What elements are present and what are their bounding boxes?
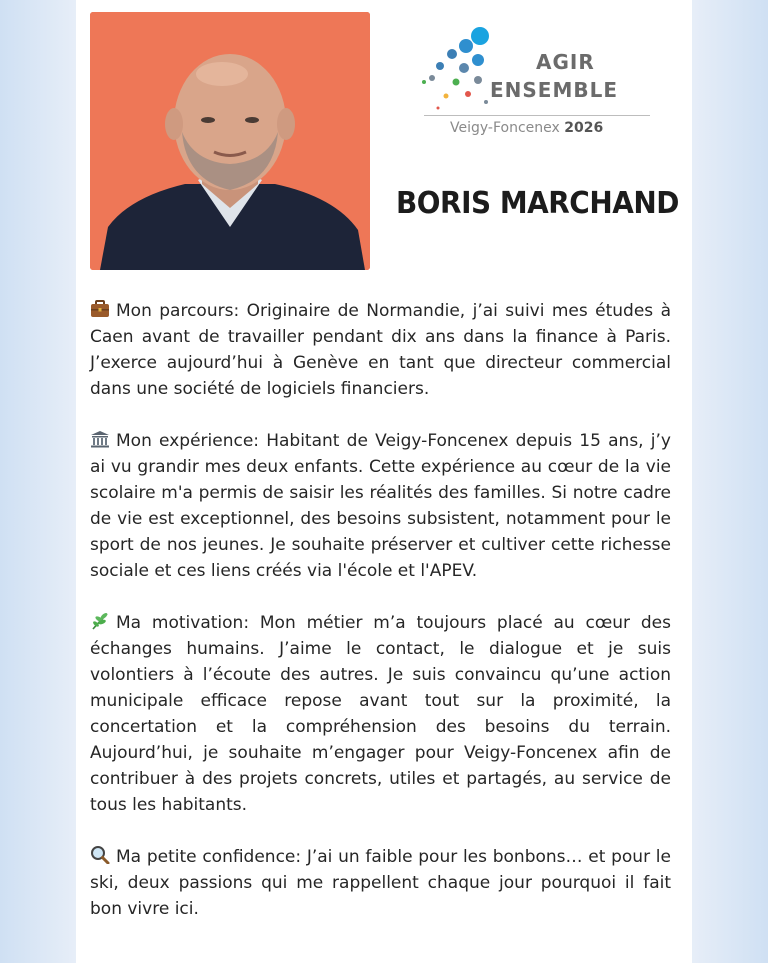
herb-icon xyxy=(90,612,110,630)
section-motivation-text: Ma motivation: Mon métier m’a toujours placé au cœur des échanges humains. J’aime le contact, le dialogue et je suis volontiers à l’écoute des autres. Je suis convaincu qu’une action municipale efficace repose avant tout sur la proximité, la concertation et la compréhension des besoins du terrain. Aujourd’hui, je souhaite m’engager pour Veigy-Foncenex afin de contribuer à des projets concrets, utiles et partagés, au service de tous les habitants. xyxy=(90,613,671,815)
section-confidence xyxy=(90,844,671,922)
candidate-name: BORIS MARCHAND xyxy=(396,186,679,221)
logo-subtitle xyxy=(450,120,603,136)
logo-year: 2026 xyxy=(564,120,604,136)
logo-place: Veigy-Foncenex xyxy=(450,120,560,136)
campaign-logo xyxy=(416,22,656,144)
logo-word-ensemble: ENSEMBLE xyxy=(490,78,619,102)
section-confidence-text: Ma petite confidence: J’ai un faible pour les bonbons… et pour le ski, deux passions qui me rappellent chaque jour pourquoi il fait bon vivre ici. xyxy=(90,847,671,919)
section-motivation xyxy=(90,610,671,818)
magnifying-glass-icon xyxy=(90,846,110,864)
section-parcours-text: Mon parcours: Originaire de Normandie, j’ai suivi mes études à Caen avant de travailler pendant dix ans dans la finance à Paris. J’exerce aujourd’hui à Genève en tant que directeur commercial dans une société de logiciels financiers. xyxy=(90,301,671,399)
briefcase-icon xyxy=(90,300,110,318)
logo-word-agir: AGIR xyxy=(536,50,595,74)
logo-divider xyxy=(424,115,650,116)
section-experience-text: Mon expérience: Habitant de Veigy-Foncenex depuis 15 ans, j’y ai vu grandir mes deux enfants. Cette expérience au cœur de la vie scolaire m'a permis de saisir les réalités des familles. Si notre cadre de vie est exceptionnel, des besoins subsistent, notamment pour le sport de nos jeunes. Je souhaite préserver et cultiver cette richesse sociale et ces liens créés via l'école et l'APEV. xyxy=(90,431,671,581)
section-parcours xyxy=(90,298,671,402)
candidate-bio xyxy=(90,298,671,948)
candidate-photo xyxy=(90,12,370,270)
candidate-card xyxy=(76,0,692,963)
classical-building-icon xyxy=(90,430,110,448)
section-experience xyxy=(90,428,671,584)
